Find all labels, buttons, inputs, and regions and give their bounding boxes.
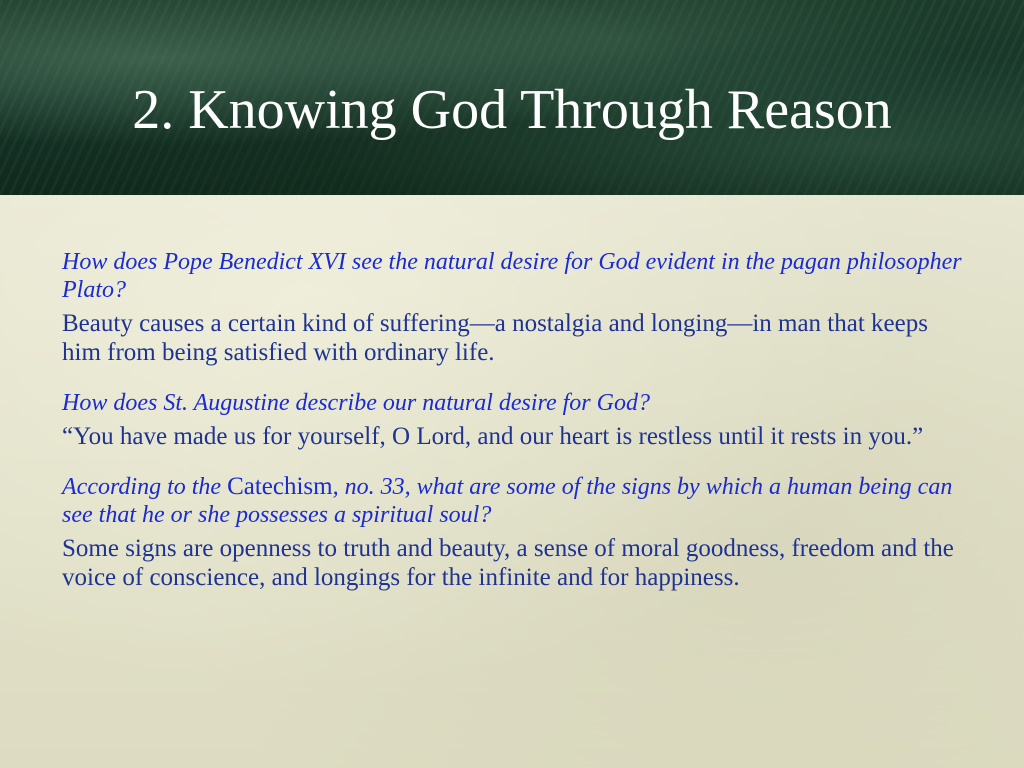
- qa-block-plato: [62, 248, 962, 367]
- question-catechism-work: Catechism: [227, 473, 333, 500]
- question-catechism-prefix: According to the: [62, 474, 228, 500]
- slide-content: [62, 248, 962, 614]
- qa-block-catechism: [62, 473, 962, 592]
- qa-block-augustine: [62, 389, 962, 451]
- answer-catechism: Some signs are openness to truth and beauty, a sense of moral goodness, freedom and the voice of conscience, and longings for the infinite and for happiness.: [62, 535, 954, 591]
- answer-augustine: “You have made us for yourself, O Lord, and our heart is restless until it rests in you.”: [62, 423, 924, 450]
- question-catechism-suffix: , no. 33, what are some of the signs by which a human being can see that he or she possesses a spiritual soul?: [62, 474, 953, 528]
- slide-title: 2. Knowing God Through Reason: [132, 79, 892, 141]
- answer-plato: Beauty causes a certain kind of suffering—a nostalgia and longing—in man that keeps him from being satisfied with ordinary life.: [62, 310, 928, 366]
- question-catechism: [62, 473, 962, 529]
- question-augustine: How does St. Augustine describe our natural desire for God?: [62, 390, 650, 416]
- slide-header: [0, 0, 1024, 195]
- question-plato: How does Pope Benedict XVI see the natural desire for God evident in the pagan philosopher Plato?: [62, 249, 962, 303]
